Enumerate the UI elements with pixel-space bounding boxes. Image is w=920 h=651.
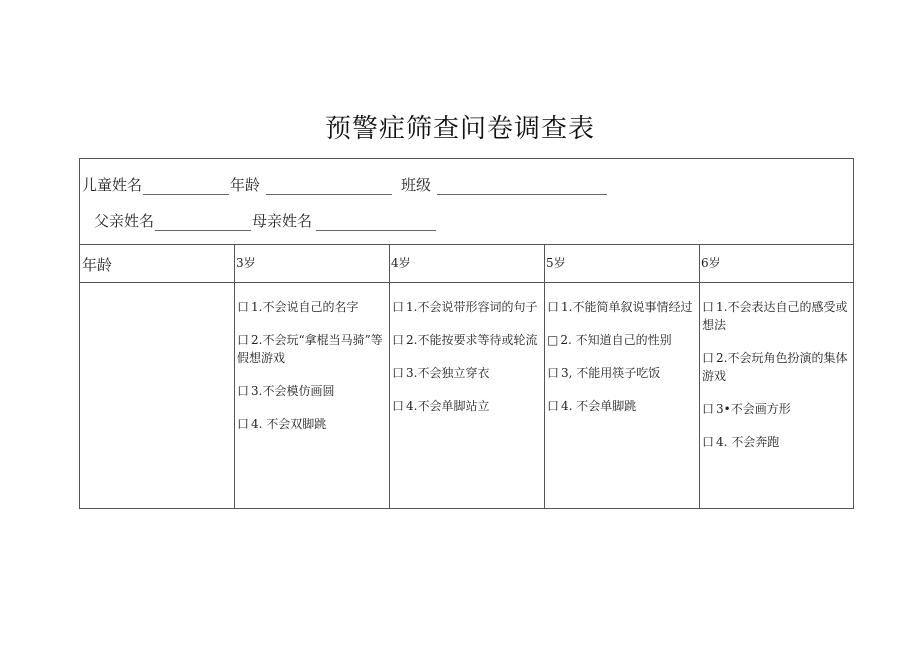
checklist-item[interactable] — [237, 331, 387, 367]
checklist-item[interactable] — [547, 397, 697, 415]
item-text: 3.不会模仿画圆 — [251, 384, 335, 398]
checklist-item[interactable] — [547, 298, 697, 316]
item-text: 1.不会说带形容词的句子 — [406, 300, 538, 314]
checklist-item[interactable] — [702, 433, 852, 451]
column-3-years — [237, 298, 387, 448]
checklist-item[interactable] — [392, 298, 542, 316]
checklist-item[interactable] — [702, 349, 852, 385]
checklist-item[interactable] — [237, 298, 387, 316]
row-header-age: 年龄 — [82, 256, 113, 274]
checkbox-icon[interactable]: 口 — [392, 333, 405, 347]
father-name-label: 父亲姓名 — [94, 212, 155, 230]
checkbox-icon[interactable]: 口 — [702, 300, 715, 314]
checkbox-icon[interactable]: 口 — [702, 402, 715, 416]
checklist-item[interactable] — [547, 331, 697, 349]
info-line-2 — [94, 210, 437, 231]
checklist-item[interactable] — [237, 415, 387, 433]
checklist-item[interactable] — [547, 364, 697, 382]
checklist-item[interactable] — [237, 382, 387, 400]
age-header-6: 6岁 — [701, 256, 721, 270]
item-text: 2.不会玩角色扮演的集体游戏 — [702, 351, 848, 383]
checklist-item[interactable] — [392, 364, 542, 382]
item-text: 1.不会说自己的名字 — [251, 300, 359, 314]
mother-name-field[interactable] — [316, 214, 436, 231]
checkbox-icon[interactable]: 口 — [547, 399, 560, 413]
item-text: 2.不会玩“拿棍当马骑”等假想游戏 — [237, 333, 383, 365]
checklist-item[interactable] — [392, 397, 542, 415]
page-title: 预警症筛查问卷调查表 — [324, 114, 595, 144]
item-text: 2.不能按要求等待或轮流 — [406, 333, 538, 347]
father-name-field[interactable] — [155, 214, 251, 231]
checkbox-icon[interactable]: 口 — [392, 399, 405, 413]
item-text: 4. 不会双脚跳 — [251, 417, 327, 431]
item-text: 4. 不会单脚跳 — [561, 399, 637, 413]
checkbox-icon[interactable]: □ — [547, 333, 559, 347]
checkbox-icon[interactable]: 口 — [392, 300, 405, 314]
item-text: 1.不能简单叙说事情经过 — [561, 300, 693, 314]
info-line-1 — [82, 174, 608, 195]
class-label: 班级 — [401, 176, 432, 194]
column-divider — [699, 244, 700, 508]
column-4-years — [392, 298, 542, 430]
item-text: 1.不会表达自己的感受或想法 — [702, 300, 848, 332]
age-label: 年龄 — [230, 176, 261, 194]
child-name-field[interactable] — [143, 178, 229, 195]
checkbox-icon[interactable]: 口 — [547, 366, 560, 380]
checkbox-icon[interactable]: 口 — [237, 333, 250, 347]
questionnaire-form — [79, 158, 854, 509]
item-text: 2. 不知道自己的性别 — [560, 333, 672, 347]
column-divider — [544, 244, 545, 508]
class-field[interactable] — [437, 178, 607, 195]
checklist-item[interactable] — [702, 400, 852, 418]
checkbox-icon[interactable]: 口 — [702, 435, 715, 449]
item-text: 4.不会单脚站立 — [406, 399, 490, 413]
checkbox-icon[interactable]: 口 — [237, 384, 250, 398]
age-field[interactable] — [266, 178, 392, 195]
column-divider — [234, 244, 235, 508]
header-divider — [80, 282, 853, 283]
checkbox-icon[interactable]: 口 — [237, 417, 250, 431]
age-header-4: 4岁 — [391, 256, 411, 270]
column-6-years — [702, 298, 852, 466]
age-header-5: 5岁 — [546, 256, 566, 270]
column-divider — [389, 244, 390, 508]
item-text: 4. 不会奔跑 — [716, 435, 780, 449]
child-name-label: 儿童姓名 — [82, 176, 143, 194]
checkbox-icon[interactable]: 口 — [547, 300, 560, 314]
checkbox-icon[interactable]: 口 — [237, 300, 250, 314]
screening-table — [80, 244, 853, 508]
item-text: 3, 不能用筷子吃饭 — [561, 366, 661, 380]
mother-name-label: 母亲姓名 — [252, 212, 313, 230]
checklist-item[interactable] — [392, 331, 542, 349]
checkbox-icon[interactable]: 口 — [392, 366, 405, 380]
item-text: 3•不会画方形 — [716, 402, 791, 416]
checkbox-icon[interactable]: 口 — [702, 351, 715, 365]
item-text: 3.不会独立穿衣 — [406, 366, 490, 380]
checklist-item[interactable] — [702, 298, 852, 334]
age-header-3: 3岁 — [236, 256, 256, 270]
column-5-years — [547, 298, 697, 430]
info-section — [80, 159, 853, 245]
